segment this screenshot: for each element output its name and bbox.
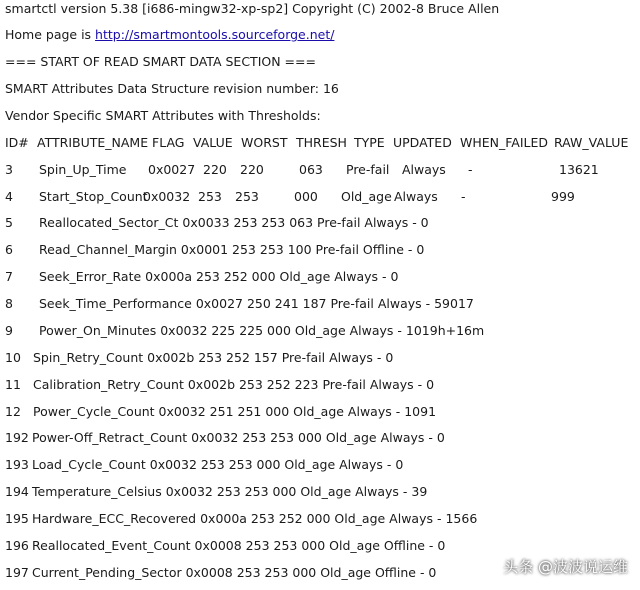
revision-line: SMART Attributes Data Structure revision number: 16 [5, 81, 339, 96]
row-id: 7 [5, 269, 13, 284]
section-title: === START OF READ SMART DATA SECTION === [5, 54, 316, 69]
row-id: 11 [5, 377, 21, 392]
row-attribute-name: Spin_Up_Time [39, 162, 127, 177]
header-attribute-name: ATTRIBUTE_NAME [37, 135, 149, 150]
row-text: Power_On_Minutes 0x0032 225 225 000 Old_age Always - 1019h+16m [39, 323, 485, 338]
header-value: VALUE [193, 135, 233, 150]
row-id: 196 [5, 538, 29, 553]
home-page-link[interactable]: http://smartmontools.sourceforge.net/ [95, 27, 335, 42]
header-thresh: THRESH [296, 135, 347, 150]
row-text: Power_Cycle_Count 0x0032 251 251 000 Old_age Always - 1091 [33, 404, 437, 419]
home-page-prefix: Home page is [5, 27, 96, 42]
row-text: Load_Cycle_Count 0x0032 253 253 000 Old_age Always - 0 [32, 457, 404, 472]
thresholds-line: Vendor Specific SMART Attributes with Thresholds: [5, 108, 321, 123]
row-text: Reallocated_Event_Count 0x0008 253 253 000 Old_age Offline - 0 [32, 538, 446, 553]
row-flag: 0x0027 [148, 162, 196, 177]
row-when-failed: - [468, 162, 473, 177]
row-id: 12 [5, 404, 21, 419]
row-worst: 220 [240, 162, 264, 177]
header-flag: FLAG [152, 135, 185, 150]
row-value: 253 [198, 189, 222, 204]
row-type: Old_age [341, 189, 392, 204]
row-text: Seek_Error_Rate 0x000a 253 252 000 Old_age Always - 0 [39, 269, 399, 284]
row-text: Seek_Time_Performance 0x0027 250 241 187 Pre-fail Always - 59017 [39, 296, 474, 311]
header-id: ID# [5, 135, 29, 150]
header-type: TYPE [354, 135, 385, 150]
row-text: Spin_Retry_Count 0x002b 253 252 157 Pre-fail Always - 0 [33, 350, 394, 365]
row-id: 3 [5, 162, 13, 177]
row-worst: 253 [235, 189, 259, 204]
row-flag: 0x0032 [143, 189, 191, 204]
row-id: 9 [5, 323, 13, 338]
row-text: Hardware_ECC_Recovered 0x000a 253 252 000 Old_age Always - 1566 [32, 511, 478, 526]
row-updated: Always [402, 162, 446, 177]
row-id: 197 [5, 565, 29, 580]
row-updated: Always [394, 189, 438, 204]
row-id: 6 [5, 242, 13, 257]
header-when-failed: WHEN_FAILED [460, 135, 549, 150]
row-attribute-name: Start_Stop_Count [39, 189, 148, 204]
row-id: 4 [5, 189, 13, 204]
row-raw-value: 13621 [559, 162, 599, 177]
row-text: Read_Channel_Margin 0x0001 253 253 100 Pre-fail Offline - 0 [39, 242, 425, 257]
row-text: Temperature_Celsius 0x0032 253 253 000 Old_age Always - 39 [32, 484, 428, 499]
row-text: Reallocated_Sector_Ct 0x0033 253 253 063 Pre-fail Always - 0 [39, 215, 429, 230]
row-raw-value: 999 [551, 189, 575, 204]
row-thresh: 063 [299, 162, 323, 177]
row-id: 195 [5, 511, 29, 526]
watermark-text: 头条 @波波说运维 [503, 558, 628, 576]
row-when-failed: - [461, 189, 466, 204]
row-id: 192 [5, 430, 29, 445]
row-text: Power-Off_Retract_Count 0x0032 253 253 000 Old_age Always - 0 [32, 430, 445, 445]
home-page-line [5, 27, 334, 43]
row-id: 193 [5, 457, 29, 472]
row-type: Pre-fail [346, 162, 390, 177]
row-text: Current_Pending_Sector 0x0008 253 253 000 Old_age Offline - 0 [32, 565, 437, 580]
row-id: 194 [5, 484, 29, 499]
row-id: 5 [5, 215, 13, 230]
row-id: 10 [5, 350, 21, 365]
row-thresh: 000 [294, 189, 318, 204]
row-value: 220 [203, 162, 227, 177]
version-line: smartctl version 5.38 [i686-mingw32-xp-sp2] Copyright (C) 2002-8 Bruce Allen [5, 1, 500, 16]
row-id: 8 [5, 296, 13, 311]
header-updated: UPDATED [393, 135, 452, 150]
header-worst: WORST [241, 135, 288, 150]
header-raw-value: RAW_VALUE [554, 135, 629, 150]
row-text: Calibration_Retry_Count 0x002b 253 252 223 Pre-fail Always - 0 [33, 377, 435, 392]
